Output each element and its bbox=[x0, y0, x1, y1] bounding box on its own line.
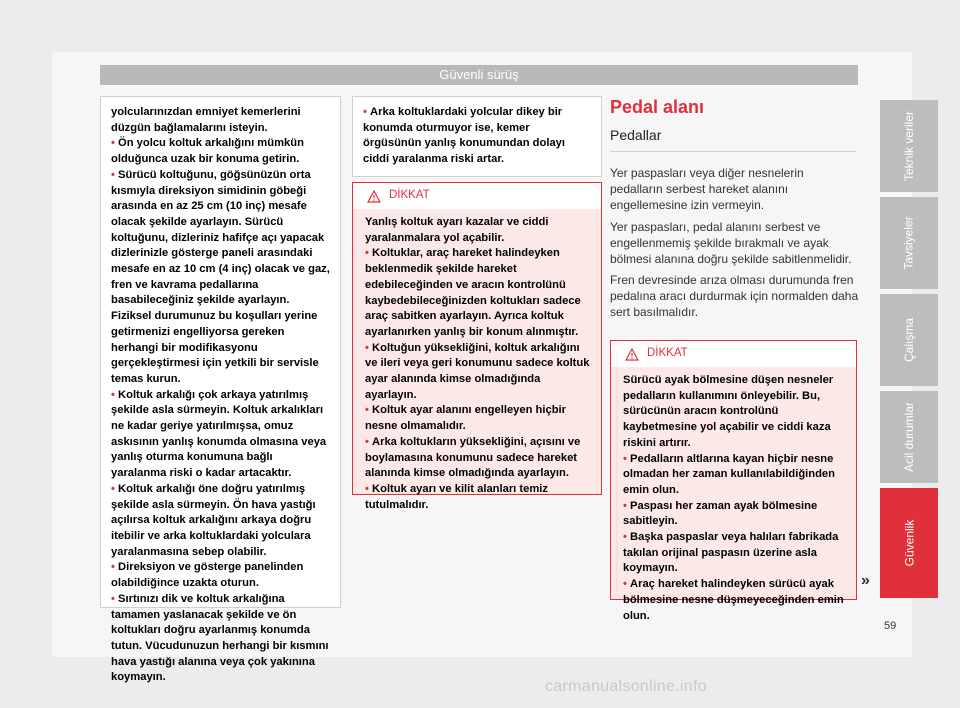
warning-body bbox=[611, 367, 856, 634]
watermark: carmanualsonline.info bbox=[545, 678, 707, 695]
warning-bullet-2: • Koltuk ayar alanını engelleyen hiçbir nesne olmamalıdır. bbox=[365, 403, 591, 434]
page-number: 59 bbox=[884, 620, 897, 632]
warning-bullet-3: • Araç hareket halindeyken sürücü ayak bölmesine nesne düşmeyeceğinden emin olun. bbox=[623, 577, 846, 624]
left-column bbox=[100, 96, 341, 684]
right-warning-box bbox=[610, 340, 857, 622]
tab-label: Teknik veriler bbox=[902, 110, 916, 182]
tab-label: Tavsiyeler bbox=[901, 216, 916, 270]
tab-tavsiyeler[interactable] bbox=[880, 197, 938, 289]
right-paragraph-1: Yer paspasları, pedal alanını serbest ve engellenmemiş şekilde bırakmalı ve ayak bölmesi alanına doğru şekilde sabitlenmelidir. bbox=[610, 219, 852, 266]
warning-bullet-2: • Başka paspaslar veya halıları fabrikada takılan orijinal paspasın üzerine asla koymayın. bbox=[623, 530, 846, 577]
tab-label: Acil durumlar bbox=[902, 401, 916, 473]
page-header: Güvenli sürüş bbox=[100, 65, 858, 85]
tab-acil-durumlar[interactable] bbox=[880, 391, 938, 483]
warning-bullet-3: • Arka koltukların yüksekliğini, açısını ve boylamasına konumunu sadece hareket alanında kimse olmadığında ayarlayın. bbox=[365, 435, 591, 482]
section-subtitle: Pedallar bbox=[610, 127, 662, 143]
warning-intro: Sürücü ayak bölmesine düşen nesneler pedalların kullanımını önleyebilir. Bu, sürücünün aracın kontrolünü kaybetmesine yol açabilir ve ciddi kaza riskini artırır. bbox=[623, 374, 834, 449]
warning-triangle-icon bbox=[625, 348, 639, 361]
tab-calisma[interactable] bbox=[880, 294, 938, 386]
warning-bullet-0: • Koltuklar, araç hareket halindeyken beklenmedik şekilde hareket edebileceğinden ve aracın kontrolünü kaybedebileceğinizden koltukları sadece araç sabitken ayarlayın. Ayrıca koltuk ayarlanırken yanlış bir konum alınmıştır. bbox=[365, 246, 591, 340]
left-bullet-1: • Ön yolcu koltuk arkalığını mümkün olduğunca uzak bir konuma getirin. bbox=[111, 136, 330, 167]
warning-header bbox=[353, 183, 601, 209]
warning-body bbox=[353, 209, 601, 523]
tab-label: Güvenlik bbox=[902, 519, 916, 567]
left-bullet-5: • Direksiyon ve gösterge panelinden olabildiğince uzakta oturun. bbox=[111, 560, 330, 591]
warning-bullet-1: • Koltuğun yüksekliğini, koltuk arkalığını ve ileri veya geri konumunu sadece koltuk ayar alanında kimse olmadığında ayarlayın. bbox=[365, 341, 591, 404]
left-bullet-4: • Koltuk arkalığı öne doğru yatırılmış şekilde asla sürmeyin. Ön hava yastığı açılırsa koltuk arkalığını arkaya doğru itebilir ve arka koltuklardaki yolculara yaralanmasına sebep olabilir. bbox=[111, 482, 330, 561]
right-body-text bbox=[610, 166, 859, 321]
warning-triangle-icon bbox=[367, 190, 381, 203]
tab-teknik-veriler[interactable] bbox=[880, 100, 938, 192]
right-paragraph-2: Fren devresinde arıza olması durumunda fren pedalına aracı durdurmak için normalden daha sert basılmalıdır. bbox=[610, 273, 859, 320]
left-bullet-3: • Koltuk arkalığı çok arkaya yatırılmış şekilde asla sürmeyin. Koltuk arkalıkları ne kadar geriye yatırılmışsa, omuz askısının yanlış konumda olmasına veya yanlış oturma konumuna bağlı yaralanma riski o kadar artacaktır. bbox=[111, 388, 330, 482]
continue-arrow-icon: » bbox=[861, 572, 870, 589]
left-bullet-6: • Sırtınızı dik ve koltuk arkalığına tamamen yaslanacak şekilde ve ön koltukları doğru ayarlanmış konumda tutun. Vücudunuzun herhangi bir kısmını hava yastığı alanına veya çok yakınına koymayın. bbox=[111, 592, 330, 686]
subtitle-divider bbox=[610, 151, 856, 152]
warning-header bbox=[611, 341, 856, 367]
right-paragraph-0: Yer paspasları veya diğer nesnelerin pedalların serbest hareket alanını engellemesine izin vermeyin. bbox=[610, 166, 804, 212]
middle-column bbox=[352, 96, 602, 511]
middle-top-box bbox=[352, 96, 602, 177]
warning-title: DİKKAT bbox=[389, 189, 430, 202]
right-column bbox=[610, 96, 859, 622]
warning-intro: Yanlış koltuk ayarı kazalar ve ciddi yaralanmalara yol açabilir. bbox=[365, 216, 549, 244]
tab-guvenlik[interactable] bbox=[880, 488, 938, 598]
middle-warning-box bbox=[352, 182, 602, 511]
warning-title: DİKKAT bbox=[647, 347, 688, 360]
left-text-0: yolcularınızdan emniyet kemerlerini düzgün bağlamalarını isteyin. bbox=[111, 106, 301, 134]
warning-bullet-1: • Paspası her zaman ayak bölmesine sabitleyin. bbox=[623, 499, 846, 530]
warning-bullet-0: • Pedalların altlarına kayan hiçbir nesne olmadan her zaman kullanılabildiğinden emin olun. bbox=[623, 452, 846, 499]
tab-label: Çalışma bbox=[901, 317, 916, 363]
warning-bullet-4: • Koltuk ayarı ve kilit alanları temiz tutulmalıdır. bbox=[365, 482, 591, 513]
middle-top-bullet: • Arka koltuklardaki yolcular dikey bir konumda oturmuyor ise, kemer örgüsünün yanlış konumundan dolayı ciddi yaralanma riski artar. bbox=[363, 105, 591, 168]
section-title: Pedal alanı bbox=[610, 97, 705, 117]
left-bullet-2: • Sürücü koltuğunu, göğsünüzün orta kısmıyla direksiyon simidinin göbeği arasında en az 25 cm (10 inç) mesafe olacak şekilde ayarlayın. Sürücü koltuğunu, dizleriniz hafifçe açı yapacak dizlerinizle gösterge paneli arasındaki mesafe en az 10 cm (4 inç) olacak ve gaz, fren ve kavrama pedallarına basabileceğiniz şekilde ayarlayın. Fiziksel durumunuz bu koşulları yerine getirmenizi engelliyorsa gereken herhangi bir modifikasyonu gerçekleştirmesi için yetkili bir servisle temas kurun. bbox=[111, 168, 330, 388]
